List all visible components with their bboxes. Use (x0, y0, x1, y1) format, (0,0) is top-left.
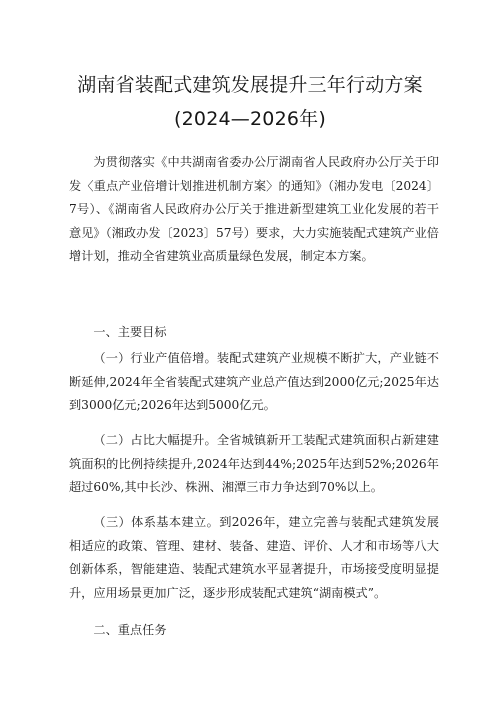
document-title: 湖南省装配式建筑发展提升三年行动方案 (77, 74, 423, 96)
intro-paragraph-block (69, 151, 439, 269)
intro-paragraph: 为贯彻落实《中共湖南省委办公厅湖南省人民政府办公厅关于印发〈重点产业倍增计划推进机制方案〉的通知》（湘办发电〔2024〕7号）、《湖南省人民政府办公厅关于推进新型建筑工业化发展的若干意见》（湘政办发〔2023〕57号）要求，大力实施装配式建筑产业倍增计划，推动全省建筑业高质量绿色发展，制定本方案。 (69, 155, 439, 264)
section-heading-2 (69, 621, 167, 638)
section-heading-2-text: 二、重点任务 (93, 623, 167, 637)
goal-item-1: （一）行业产值倍增。装配式建筑产业规模不断扩大，产业链不断延伸,2024年全省装配式建筑产业总产值达到2000亿元;2025年达到3000亿元;2026年达到5000亿元。 (69, 351, 439, 413)
goal-item-3: （三）体系基本建立。到2026年，建立完善与装配式建筑发展相适应的政策、管理、建材、装备、建造、评价、人才和市场等八大创新体系，智能建造、装配式建筑水平显著提升，市场接受度明显提升，应用场景更加广泛，逐步形成装配式建筑“湖南模式”。 (69, 515, 439, 600)
goal-item-1-block (69, 347, 439, 418)
goal-item-3-block (69, 511, 439, 605)
goal-item-2: （二）占比大幅提升。全省城镇新开工装配式建筑面积占新建建筑面积的比例持续提升,2024年达到44%;2025年达到52%;2026年超过60%,其中长沙、株洲、湘潭三市力争达到70%以上。 (69, 433, 439, 495)
goal-item-2-block (69, 429, 439, 500)
document-subtitle: (2024—2026年) (174, 108, 326, 130)
section-heading-1-text: 一、主要目标 (93, 325, 167, 339)
section-heading-1 (69, 323, 167, 340)
